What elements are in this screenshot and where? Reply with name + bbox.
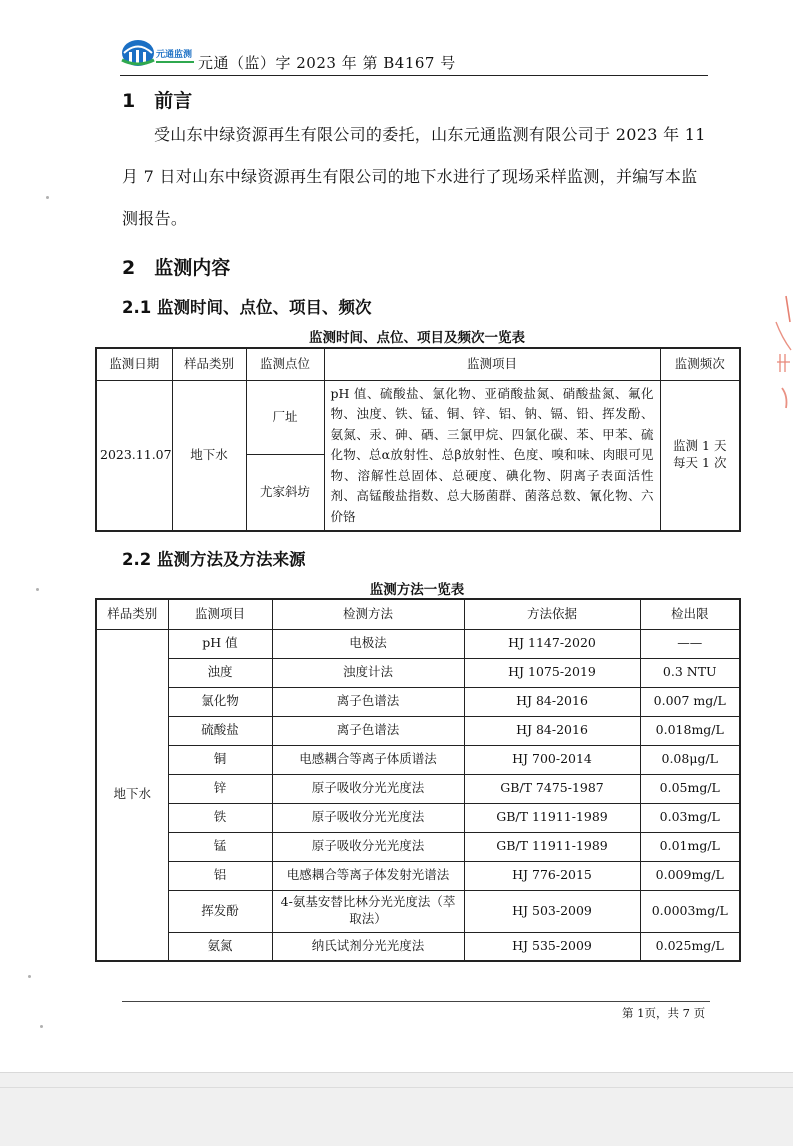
- red-seal-fragment: [764, 292, 793, 412]
- company-logo: [120, 38, 196, 72]
- header-limit: 检出限: [640, 599, 740, 629]
- viewer-background: [0, 1072, 793, 1146]
- monitoring-date: 2023.11.07: [96, 380, 172, 531]
- page-header: [120, 38, 708, 76]
- item-cell: 硫酸盐: [168, 716, 272, 745]
- limit-cell: 0.01mg/L: [640, 832, 740, 861]
- method-cell: 纳氏试剂分光光度法: [272, 932, 464, 961]
- basis-cell: GB/T 11911-1989: [464, 832, 640, 861]
- monitoring-frequency: [660, 380, 740, 531]
- header-frequency: 监测频次: [660, 348, 740, 380]
- method-cell: 离子色谱法: [272, 687, 464, 716]
- limit-cell: 0.08μg/L: [640, 745, 740, 774]
- item-cell: 氯化物: [168, 687, 272, 716]
- table-row: [96, 832, 740, 861]
- header-point: 监测点位: [246, 348, 324, 380]
- table-row: [96, 716, 740, 745]
- header-basis: 方法依据: [464, 599, 640, 629]
- viewer-divider: [0, 1087, 793, 1088]
- section-2-1-title: 2.1 监测时间、点位、项目、频次: [122, 298, 372, 317]
- item-cell: 铝: [168, 861, 272, 890]
- item-cell: 铜: [168, 745, 272, 774]
- method-cell: 电极法: [272, 629, 464, 658]
- document-number: 元通（监）字 2023 年 第 B4167 号: [198, 54, 456, 72]
- header-category: 样品类别: [96, 599, 168, 629]
- section-1-title: 1 前言: [122, 90, 193, 112]
- table-1-caption: 监测时间、点位、项目及频次一览表: [309, 330, 525, 346]
- method-cell: 原子吸收分光光度法: [272, 774, 464, 803]
- basis-cell: HJ 700-2014: [464, 745, 640, 774]
- item-cell: 浊度: [168, 658, 272, 687]
- basis-cell: HJ 84-2016: [464, 687, 640, 716]
- section-2-title: 2 监测内容: [122, 257, 231, 279]
- table-row: [96, 380, 740, 454]
- basis-cell: HJ 535-2009: [464, 932, 640, 961]
- table-row: [96, 932, 740, 961]
- scan-speck: [46, 196, 49, 199]
- scan-speck: [28, 975, 31, 978]
- limit-cell: 0.025mg/L: [640, 932, 740, 961]
- monitoring-point-1: 厂址: [246, 380, 324, 454]
- method-cell: 浊度计法: [272, 658, 464, 687]
- header-category: 样品类别: [172, 348, 246, 380]
- limit-cell: 0.03mg/L: [640, 803, 740, 832]
- monitoring-methods-table: [95, 598, 741, 962]
- monitoring-point-2: 尤家斜坊: [246, 454, 324, 531]
- table-2-caption: 监测方法一览表: [369, 582, 465, 598]
- sample-category: 地下水: [172, 380, 246, 531]
- table-row: [96, 658, 740, 687]
- section-2-2-title: 2.2 监测方法及方法来源: [122, 550, 306, 569]
- basis-cell: HJ 1147-2020: [464, 629, 640, 658]
- basis-cell: HJ 503-2009: [464, 890, 640, 932]
- basis-cell: GB/T 7475-1987: [464, 774, 640, 803]
- monitoring-items: pH 值、硫酸盐、氯化物、亚硝酸盐氮、硝酸盐氮、氟化物、浊度、铁、锰、铜、锌、铝、钠、镉、铅、挥发酚、氨氮、汞、砷、硒、三氯甲烷、四氯化碳、苯、甲苯、硫化物、总α放射性、总β放射性、色度、嗅和味、肉眼可见物、溶解性总固体、总硬度、碘化物、阴离子表面活性剂、高锰酸盐指数、总大肠菌群、菌落总数、氰化物、六价铬: [324, 380, 660, 531]
- scan-speck: [36, 588, 39, 591]
- limit-cell: 0.009mg/L: [640, 861, 740, 890]
- logo-text: 元通监测: [156, 50, 193, 60]
- item-cell: pH 值: [168, 629, 272, 658]
- table-row: [96, 774, 740, 803]
- item-cell: 锌: [168, 774, 272, 803]
- table-row: [96, 890, 740, 932]
- item-cell: 氨氮: [168, 932, 272, 961]
- table-row: [96, 745, 740, 774]
- table-header-row: [96, 348, 740, 380]
- table-row: [96, 803, 740, 832]
- header-date: 监测日期: [96, 348, 172, 380]
- item-cell: 锰: [168, 832, 272, 861]
- basis-cell: GB/T 11911-1989: [464, 803, 640, 832]
- limit-cell: 0.0003mg/L: [640, 890, 740, 932]
- method-cell: 电感耦合等离子体质谱法: [272, 745, 464, 774]
- limit-cell: 0.3 NTU: [640, 658, 740, 687]
- sample-category: 地下水: [96, 629, 168, 961]
- limit-cell: 0.007 mg/L: [640, 687, 740, 716]
- table-row: [96, 861, 740, 890]
- footer-divider: [122, 1001, 710, 1002]
- table-row: [96, 687, 740, 716]
- header-items: 监测项目: [324, 348, 660, 380]
- basis-cell: HJ 776-2015: [464, 861, 640, 890]
- section-1-paragraph: 受山东中绿资源再生有限公司的委托，山东元通监测有限公司于 2023 年 11 月 7 日对山东中绿资源再生有限公司的地下水进行了现场采样监测，并编写本监测报告。: [122, 125, 706, 228]
- item-cell: 挥发酚: [168, 890, 272, 932]
- header-method: 检测方法: [272, 599, 464, 629]
- method-cell: 原子吸收分光光度法: [272, 803, 464, 832]
- frequency-line-1: 监测 1 天: [673, 438, 727, 454]
- method-cell: 电感耦合等离子体发射光谱法: [272, 861, 464, 890]
- page-number: 第 1页，共 7 页: [622, 1006, 706, 1020]
- method-cell: 原子吸收分光光度法: [272, 832, 464, 861]
- header-item: 监测项目: [168, 599, 272, 629]
- scan-speck: [40, 1025, 43, 1028]
- method-cell: 4-氨基安替比林分光光度法（萃取法）: [272, 890, 464, 932]
- basis-cell: HJ 1075-2019: [464, 658, 640, 687]
- method-cell: 离子色谱法: [272, 716, 464, 745]
- table-header-row: [96, 599, 740, 629]
- monitoring-schedule-table: [95, 347, 741, 532]
- table-row: [96, 629, 740, 658]
- frequency-line-2: 每天 1 次: [673, 455, 727, 471]
- limit-cell: 0.05mg/L: [640, 774, 740, 803]
- limit-cell: ——: [640, 629, 740, 658]
- limit-cell: 0.018mg/L: [640, 716, 740, 745]
- item-cell: 铁: [168, 803, 272, 832]
- basis-cell: HJ 84-2016: [464, 716, 640, 745]
